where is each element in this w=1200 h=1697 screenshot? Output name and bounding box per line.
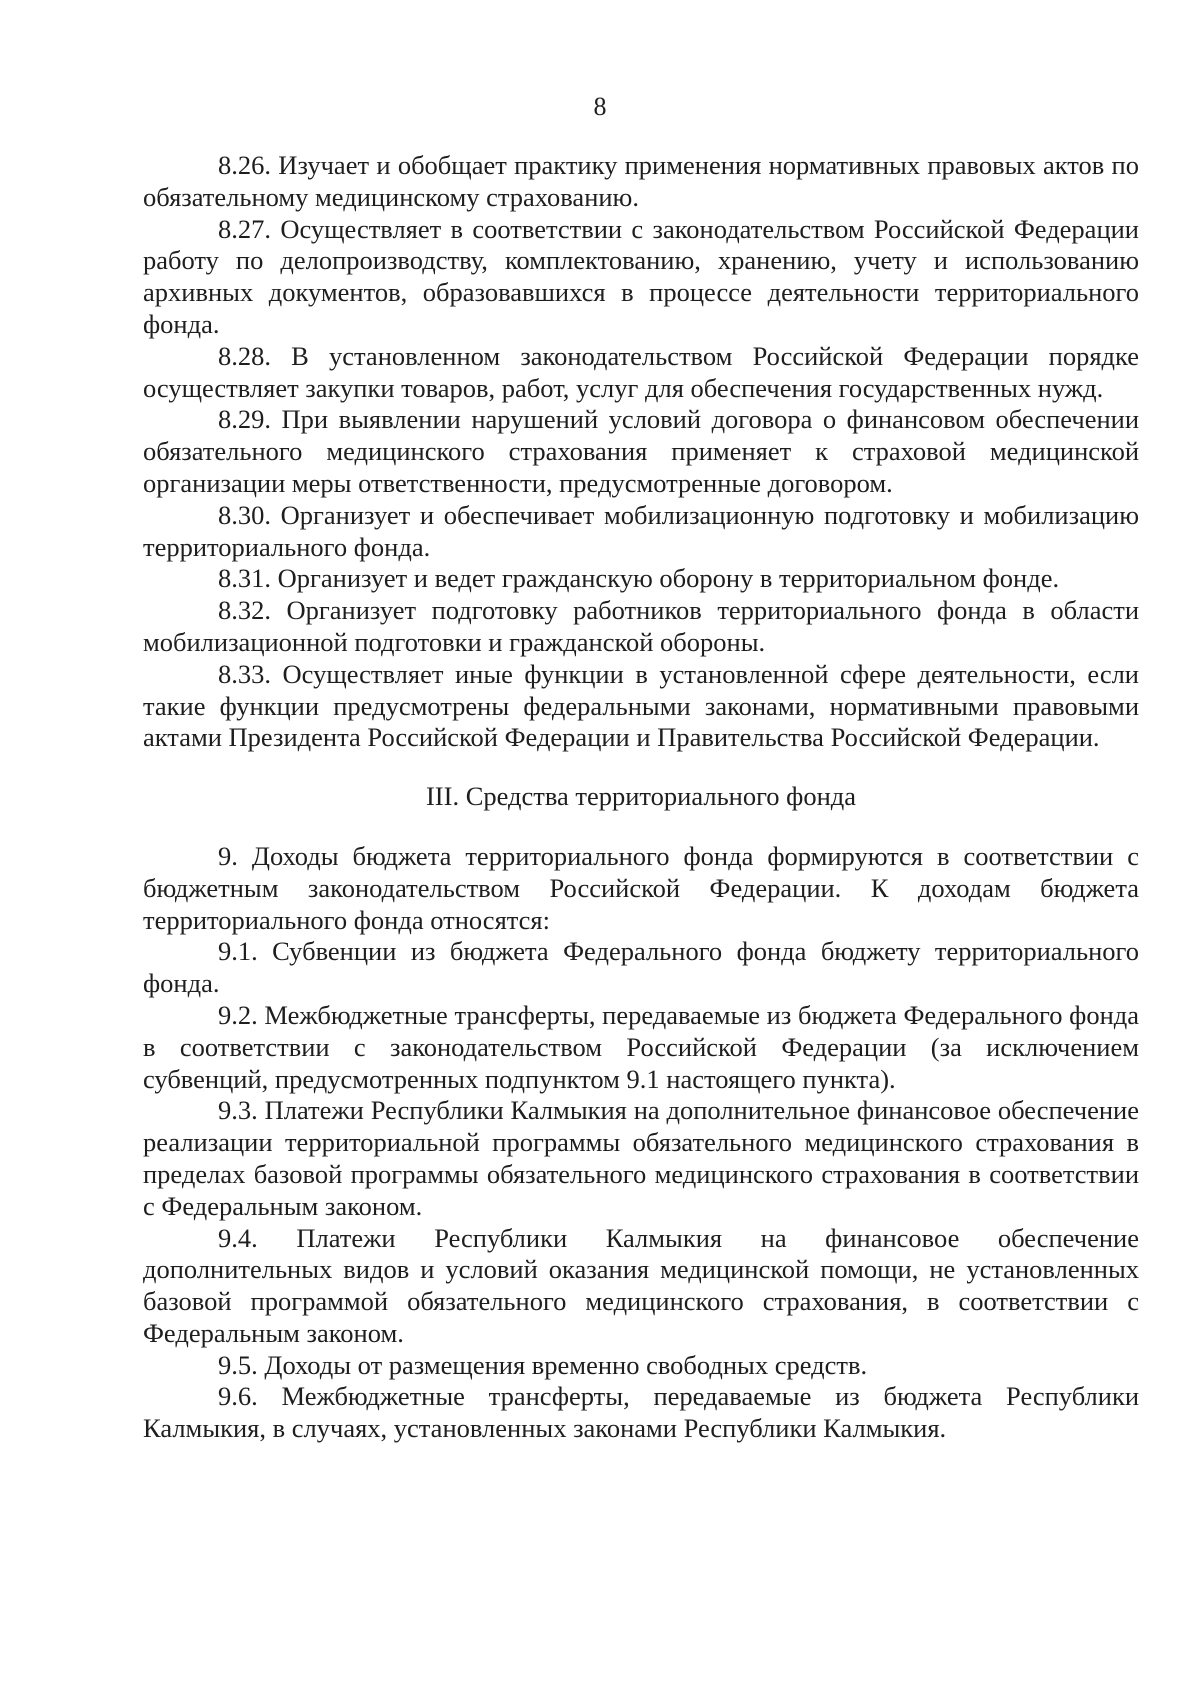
paragraph-8-33: 8.33. Осуществляет иные функции в установленной сфере деятельности, если такие функции предусмотрены федеральными законами, нормативными правовыми актами Президента Российской Федерации и Правительства Российской Федерации. (143, 658, 1139, 753)
paragraph-8-31: 8.31. Организует и ведет гражданскую оборону в территориальном фонде. (218, 563, 1060, 594)
paragraph-8-30: 8.30. Организует и обеспечивает мобилизационную подготовку и мобилизацию территориального фонда. (143, 499, 1139, 562)
paragraph-8-26: 8.26. Изучает и обобщает практику применения нормативных правовых актов по обязательному медицинскому страхованию. (143, 150, 1139, 212)
paragraph-8-29: 8.29. При выявлении нарушений условий договора о финансовом обеспечении обязательного медицинского страхования применяет к страховой медицинской организации меры ответственности, предусмотренные договором. (143, 404, 1139, 498)
paragraph-8-28: 8.28. В установленном законодательством Российской Федерации порядке осуществляет закупки товаров, работ, услуг для обеспечения государственных нужд. (143, 340, 1139, 403)
paragraph-9: 9. Доходы бюджета территориального фонда формируются в соответствии с бюджетным законодательством Российской Федерации. К доходам бюджета территориального фонда относятся: (143, 840, 1139, 935)
paragraph-9-5: 9.5. Доходы от размещения временно свободных средств. (218, 1349, 868, 1380)
paragraph-8-32: 8.32. Организует подготовку работников территориального фонда в области мобилизационной подготовки и гражданской обороны. (143, 595, 1139, 657)
document-body (143, 150, 1139, 1445)
page-number: 8 (593, 92, 607, 121)
paragraph-9-2: 9.2. Межбюджетные трансферты, передаваемые из бюджета Федерального фонда в соответствии с законодательством Российской Федерации (за исключением субвенций, предусмотренных подпунктом 9.1 настоящего пункта). (143, 999, 1139, 1094)
paragraph-9-4: 9.4. Платежи Республики Калмыкия на финансовое обеспечение дополнительных видов и условий оказания медицинской помощи, не установленных базовой программой обязательного медицинского страхования, в соответствии с Федеральным законом. (143, 1222, 1139, 1348)
section-heading: III. Средства территориального фонда (425, 781, 857, 812)
paragraph-8-27: 8.27. Осуществляет в соответствии с законодательством Российской Федерации работу по делопроизводству, комплектованию, хранению, учету и использованию архивных документов, образовавшихся в процессе деятельности территориального фонда. (143, 213, 1139, 339)
paragraph-9-1: 9.1. Субвенции из бюджета Федерального фонда бюджету территориального фонда. (143, 936, 1139, 999)
paragraph-9-6: 9.6. Межбюджетные трансферты, передаваемые из бюджета Республики Калмыкия, в случаях, установленных законами Республики Калмыкия. (143, 1381, 1139, 1444)
paragraph-9-3: 9.3. Платежи Республики Калмыкия на дополнительное финансовое обеспечение реализации территориальной программы обязательного медицинского страхования в пределах базовой программы обязательного медицинского страхования в соответствии с Федеральным законом. (143, 1095, 1139, 1221)
